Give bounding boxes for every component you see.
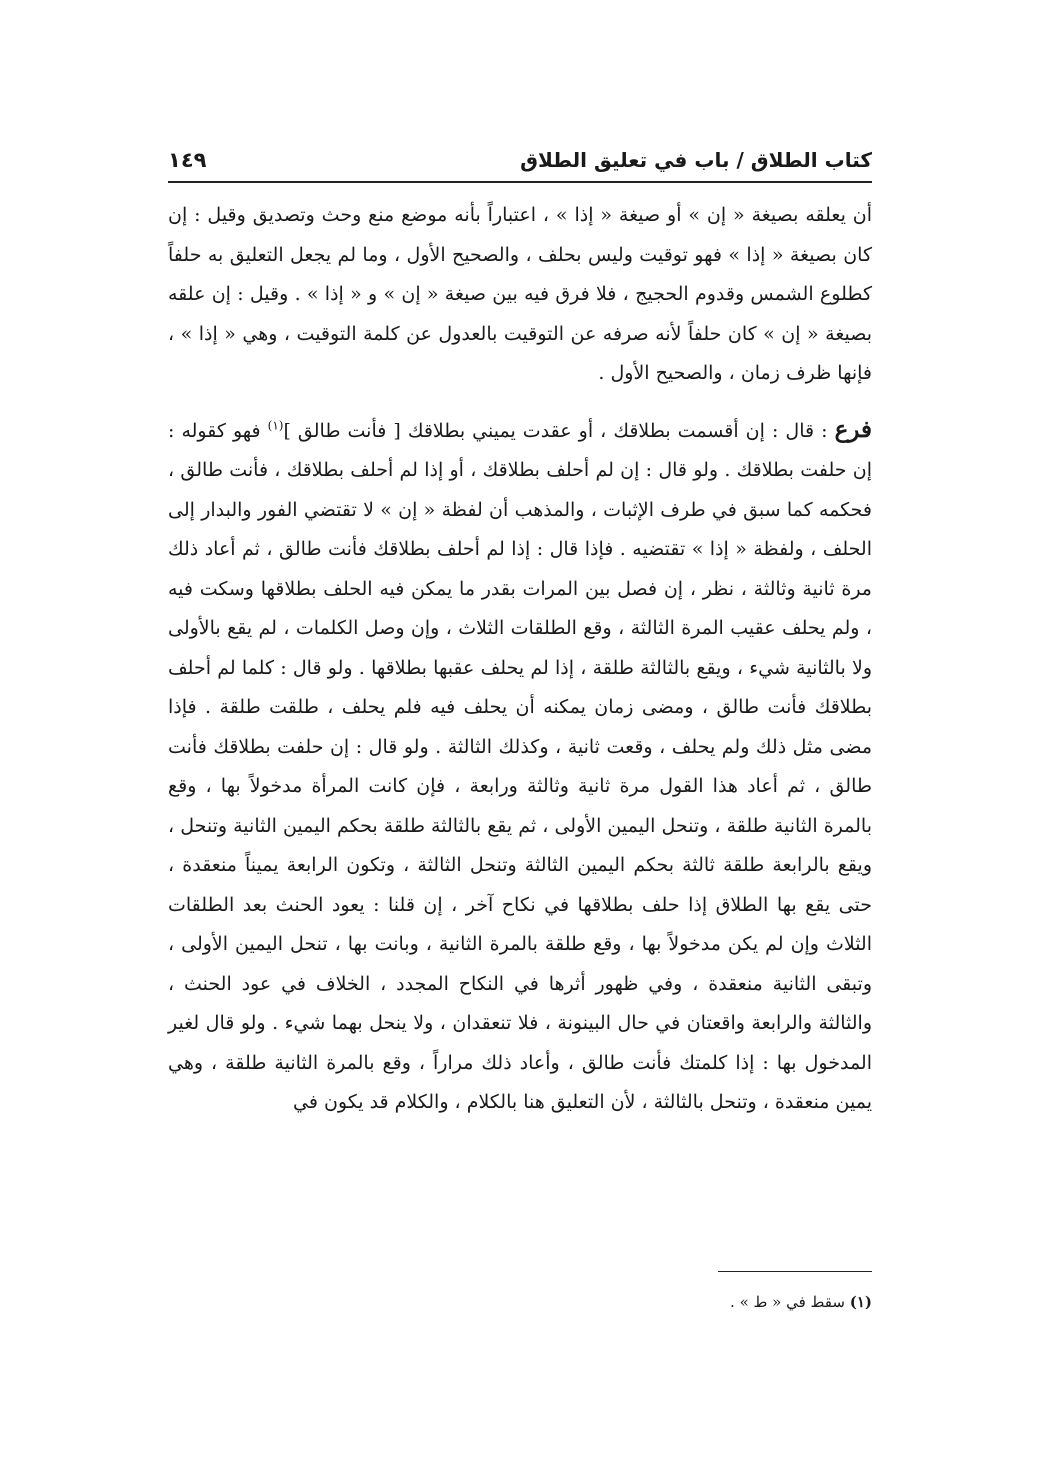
footnote-reference: (١) [267,418,284,433]
paragraph-2-text-a: : قال : إن أقسمت بطلاقك ، أو عقدت يميني بطلاقك [ فأنت طالق ] [283,419,835,442]
running-header [168,140,872,180]
paragraph-2 [168,410,872,1123]
section-lead-word: فرع [834,415,872,443]
paragraph-1: أن يعلقه بصيغة « إن » أو صيغة « إذا » ، اعتباراً بأنه موضع منع وحث وتصديق وقيل : إن كان بصيغة « إذا » فهو توقيت وليس بحلف ، والصحيح الأول ، وما لم يجعل التعليق به حلفاً كطلوع الشمس وقدوم الحجيج ، فلا فرق فيه بين صيغة « إن » و « إذا » . وقيل : إن علقه بصيغة « إن » كان حلفاً لأنه صرفه عن التوقيت بالعدول عن كلمة التوقيت ، وهي « إذا » ، فإنها ظرف زمان ، والصحيح الأول . [168,204,872,384]
main-text [168,196,872,1123]
running-title: كتاب الطلاق / باب في تعليق الطلاق [520,148,872,172]
footnote-number: (١) [849,1293,872,1311]
footnote-text: سقط في « ط » . [730,1293,845,1311]
paragraph-2-text-b: فهو كقوله : إن حلفت بطلاقك . ولو قال : إن لم أحلف بطلاقك ، أو إذا لم أحلف بطلاقك ، فأنت طالق ، فحكمه كما سبق في طرف الإثبات ، والمذهب أن لفظة « إن » لا تقتضي الفور والبدار إلى الحلف ، ولفظة « إذا » تقتضيه . فإذا قال : إذا لم أحلف بطلاقك فأنت طالق ، ثم أعاد ذلك مرة ثانية وثالثة ، نظر ، إن فصل بين المرات بقدر ما يمكن فيه الحلف بطلاقها وسكت فيه ، ولم يحلف عقيب المرة الثالثة ، وقع الطلقات الثلاث ، وإن وصل الكلمات ، لم يقع بالأولى ولا بالثانية شيء ، ويقع بالثالثة طلقة ، إذا لم يحلف عقبها بطلاقها . ولو قال : كلما لم أحلف بطلاقك فأنت طالق ، ومضى زمان يمكنه أن يحلف فيه فلم يحلف ، طلقت طلقة . فإذا مضى مثل ذلك ولم يحلف ، وقعت ثانية ، وكذلك الثالثة . ولو قال : إن حلفت بطلاقك فأنت طالق ، ثم أعاد هذا القول مرة ثانية وثالثة ورابعة ، فإن كانت المرأة مدخولاً بها ، وقع بالمرة الثانية طلقة ، وتنحل اليمين الأولى ، ثم يقع بالثالثة طلقة بحكم اليمين الثانية وتنحل ، ويقع بالرابعة طلقة ثالثة بحكم اليمين الثالثة وتنحل الثالثة ، وتكون الرابعة يميناً منعقدة ، حتى يقع بها الطلاق إذا حلف بطلاقها في نكاح آخر ، إن قلنا : يعود الحنث بعد الطلقات الثلاث وإن لم يكن مدخولاً بها ، وقع طلقة بالمرة الثانية ، وبانت بها ، تنحل اليمين الأولى ، وتبقى الثانية منعقدة ، وفي ظهور أثرها في النكاح المجدد ، الخلاف في عود الحنث ، والثالثة والرابعة واقعتان في حال البينونة ، فلا تنعقدان ، ولا ينحل بهما شيء . ولو قال لغير المدخول بها : إذا كلمتك فأنت طالق ، وأعاد ذلك مراراً ، وقع بالمرة الثانية طلقة ، وهي يمين منعقدة ، وتنحل بالثالثة ، لأن التعليق هنا بالكلام ، والكلام قد يكون في [168,419,872,1113]
footnote [168,1290,872,1314]
header-divider [168,181,872,183]
page-number: ١٤٩ [168,148,207,172]
footnote-divider [718,1271,872,1272]
